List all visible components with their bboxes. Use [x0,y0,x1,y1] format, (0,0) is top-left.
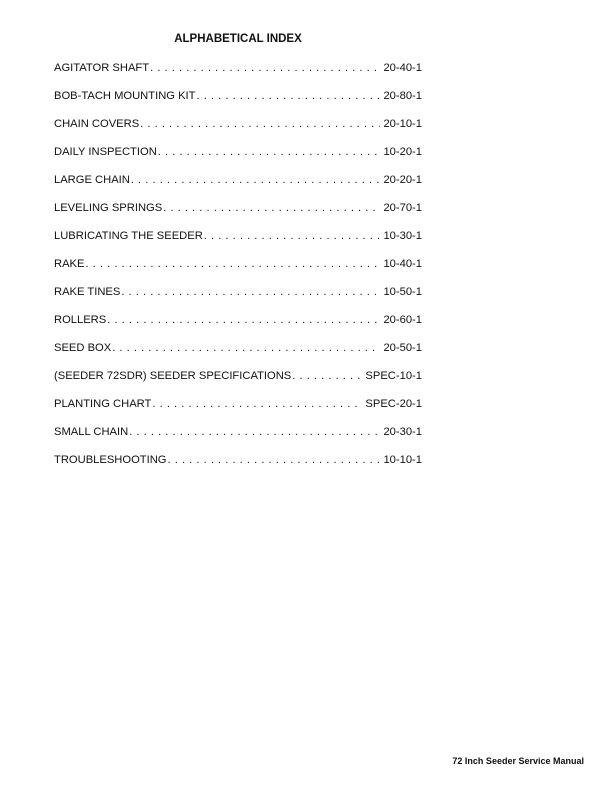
index-entry-page: 20-10-1 [383,118,422,130]
index-entry-page: 20-80-1 [383,90,422,102]
dot-leader [292,370,362,382]
index-entry-label: PLANTING CHART [54,398,152,410]
dot-leader [197,90,381,102]
index-entry-page: 20-20-1 [383,174,422,186]
index-entry[interactable] [54,370,422,398]
index-entry-label: BOB-TACH MOUNTING KIT [54,90,196,102]
index-entry-page: 10-10-1 [383,454,422,466]
index-entry[interactable] [54,342,422,370]
index-entry[interactable] [54,62,422,90]
dot-leader [204,230,381,242]
dot-leader [129,426,380,438]
index-entry-page: 10-40-1 [383,258,422,270]
index-entry[interactable] [54,174,422,202]
dot-leader [158,146,381,158]
index-entry[interactable] [54,314,422,342]
index-entry-label: LUBRICATING THE SEEDER [54,230,203,242]
index-entry-label: AGITATOR SHAFT [54,62,150,74]
dot-leader [131,174,381,186]
index-list [54,62,422,482]
index-entry-label: LEVELING SPRINGS [54,202,163,214]
index-entry[interactable] [54,398,422,426]
index-entry-label: ROLLERS [54,314,107,326]
index-entry-page: 20-70-1 [383,202,422,214]
page-title: ALPHABETICAL INDEX [174,33,302,45]
dot-leader [150,62,380,74]
dot-leader [85,258,380,270]
index-entry-page: SPEC-10-1 [365,370,422,382]
index-entry-label: LARGE CHAIN [54,174,130,186]
dot-leader [163,202,380,214]
index-entry-page: 20-50-1 [383,342,422,354]
index-entry[interactable] [54,90,422,118]
index-entry-label: DAILY INSPECTION [54,146,157,158]
index-entry[interactable] [54,286,422,314]
index-entry-label: TROUBLESHOOTING [54,454,167,466]
index-entry[interactable] [54,118,422,146]
index-entry-page: SPEC-20-1 [365,398,422,410]
index-entry-page: 10-20-1 [383,146,422,158]
index-entry-label: RAKE [54,258,85,270]
index-entry-label: (SEEDER 72SDR) SEEDER SPECIFICATIONS [54,370,292,382]
dot-leader [168,454,381,466]
dot-leader [107,314,380,326]
index-entry[interactable] [54,454,422,482]
dot-leader [140,118,380,130]
index-entry-page: 10-30-1 [383,230,422,242]
index-entry-page: 20-40-1 [383,62,422,74]
index-entry[interactable] [54,426,422,454]
index-entry-label: RAKE TINES [54,286,121,298]
index-entry[interactable] [54,146,422,174]
index-entry-label: CHAIN COVERS [54,118,140,130]
index-entry[interactable] [54,258,422,286]
index-entry-label: SMALL CHAIN [54,426,129,438]
index-entry[interactable] [54,202,422,230]
dot-leader [152,398,362,410]
index-entry[interactable] [54,230,422,258]
dot-leader [112,342,380,354]
footer-manual-title: 72 Inch Seeder Service Manual [452,756,584,766]
index-entry-page: 10-50-1 [383,286,422,298]
index-entry-label: SEED BOX [54,342,112,354]
index-entry-page: 20-60-1 [383,314,422,326]
index-entry-page: 20-30-1 [383,426,422,438]
dot-leader [121,286,380,298]
